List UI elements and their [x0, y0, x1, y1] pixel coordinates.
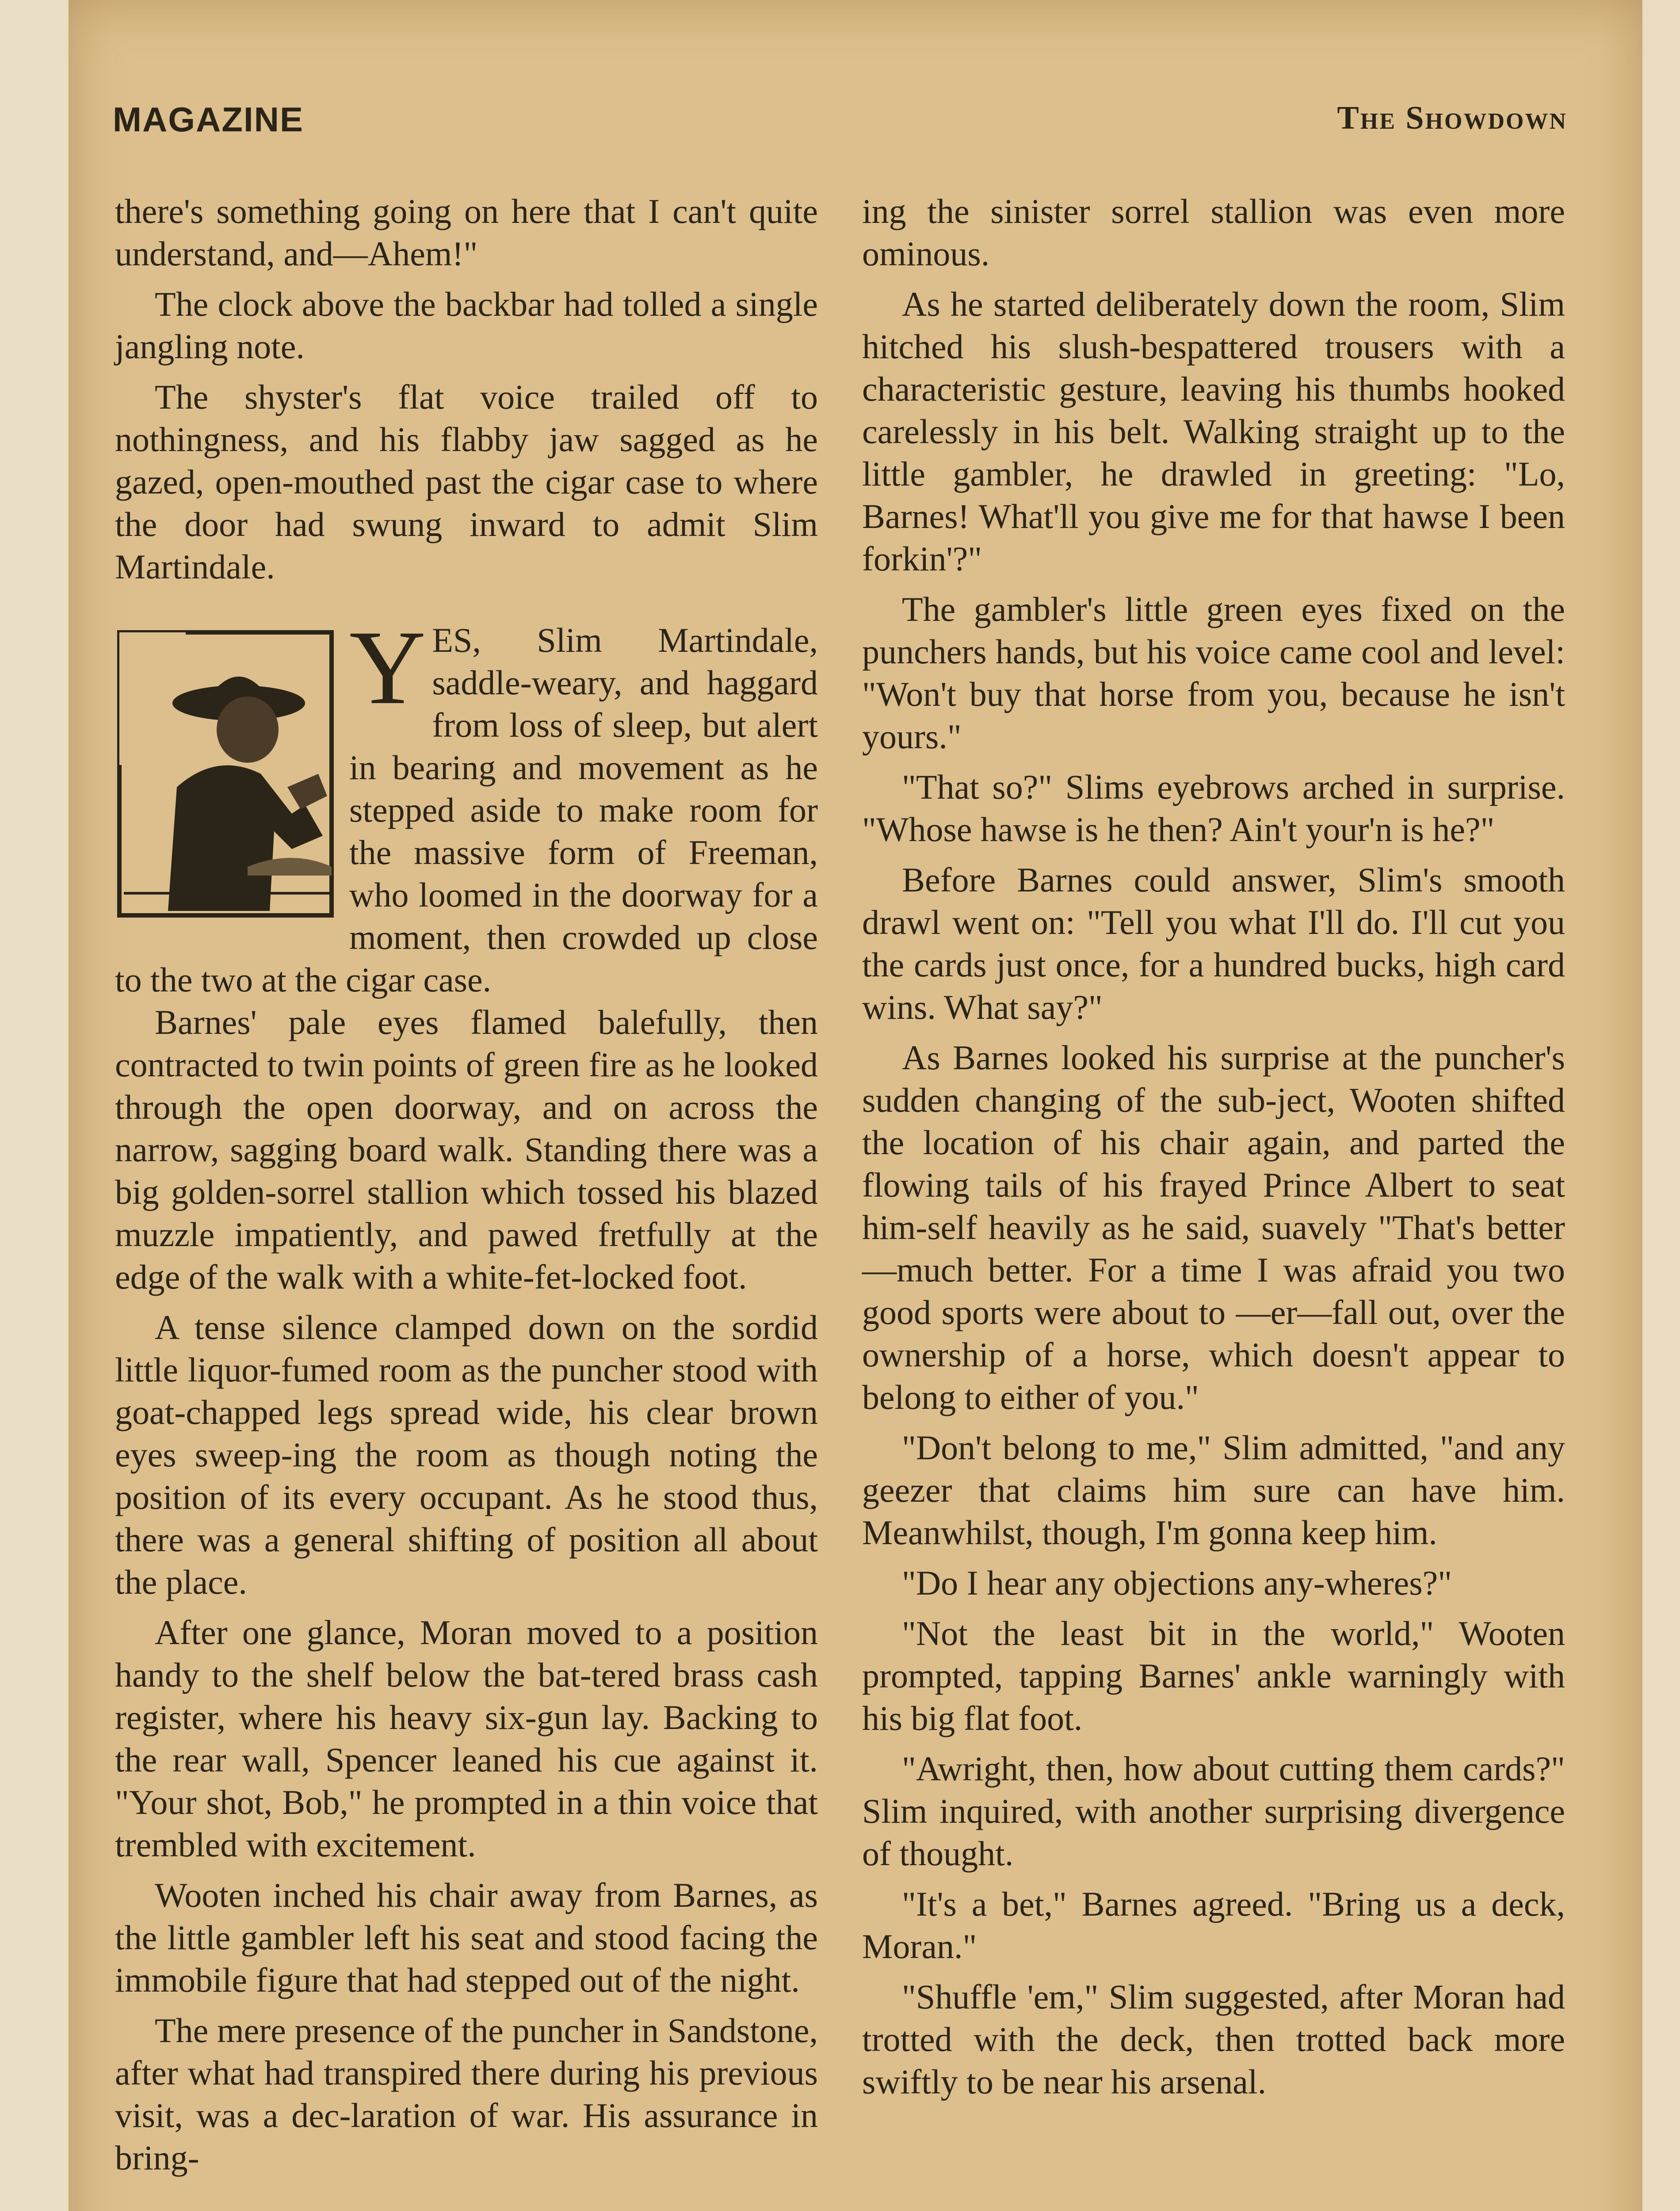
right-column [862, 190, 1565, 2111]
running-header [113, 95, 1567, 148]
paragraph: "That so?" Slims eyebrows arched in surprise. "Whose hawse is he then? Ain't your'n is he?" [862, 768, 1565, 849]
cowboy-illustration [115, 628, 336, 920]
story-title: The Showdown [1337, 100, 1567, 136]
paragraph: As he started deliberately down the room, Slim hitched his slush-bespattered trousers with a characteristic gesture, leaving his thumbs hooked carelessly in his belt. Walking straight up to the little gambler, he drawled in greeting: "Lo, Barnes! What'll you give me for that hawse I been forkin'?" [862, 285, 1565, 578]
paragraph: As Barnes looked his surprise at the puncher's sudden changing of the sub-ject, Wooten shifted the location of his chair again, and parted the flowing tails of his frayed Prince Albert to seat him-self heavily as he said, suavely "That's better—much better. For a time I was afraid you two good sports were about to —er—fall out, over the ownership of a horse, which doesn't appear to belong to either of you." [862, 1038, 1565, 1416]
paragraph: The mere presence of the puncher in Sandstone, after what had transpired there during his previous visit, was a dec-laration of war. His assurance in bring- [115, 2011, 818, 2177]
paragraph: Wooten inched his chair away from Barnes, as the little gambler left his seat and stood facing the immobile figure that had stepped out of the night. [115, 1876, 818, 1999]
left-column [115, 190, 818, 2187]
paragraph: ing the sinister sorrel stallion was even more ominous. [862, 192, 1565, 273]
illustrated-paragraph [115, 619, 818, 1001]
paragraph: "Don't belong to me," Slim admitted, "and any geezer that claims him sure can have him. Meanwhilst, though, I'm gonna keep him. [862, 1428, 1565, 1552]
paragraph: Before Barnes could answer, Slim's smooth drawl went on: "Tell you what I'll do. I'll cut you the cards just once, for a hundred bucks, high card wins. What say?" [862, 861, 1565, 1026]
paragraph: "Awright, then, how about cutting them cards?" Slim inquired, with another surprising divergence of thought. [862, 1749, 1565, 1873]
paragraph: Barnes' pale eyes flamed balefully, then contracted to twin points of green fire as he looked through the open doorway, and on across the narrow, sagging board walk. Standing there was a big golden-sorrel stallion which tossed his blazed muzzle impatiently, and pawed fretfully at the edge of the walk with a white-fet-locked foot. [115, 1003, 818, 1296]
left-margin-strip [0, 0, 66, 2211]
paragraph: "Not the least bit in the world," Wooten prompted, tapping Barnes' ankle warningly with his big flat foot. [862, 1614, 1565, 1737]
magazine-title: MAGAZINE [113, 100, 304, 139]
paragraph: The shyster's flat voice trailed off to nothingness, and his flabby jaw sagged as he gazed, open-mouthed past the cigar case to where the door had swung inward to admit Slim Martindale. [115, 378, 818, 586]
paragraph: "It's a bet," Barnes agreed. "Bring us a deck, Moran." [862, 1885, 1565, 1966]
paragraph: The clock above the backbar had tolled a single jangling note. [115, 285, 818, 366]
drop-cap-continuation: ES, [432, 621, 481, 659]
paragraph: Slim Martindale, saddle-weary, and haggard from loss of sleep, but alert in bearing and movement as he stepped aside to make room for the massive form of Freeman, who loomed in the doorway for a moment, then crowded up close to the two at the cigar case. [115, 621, 818, 999]
paragraph: After one glance, Moran moved to a position handy to the shelf below the bat-tered brass cash register, where his heavy six-gun lay. Backing to the rear wall, Spencer leaned his cue against it. "Your shot, Bob," he prompted in a thin voice that trembled with excitement. [115, 1613, 818, 1864]
paragraph: "Do I hear any objections any-wheres?" [902, 1564, 1452, 1602]
paragraph: there's something going on here that I can't quite understand, and—Ahem!" [115, 192, 818, 273]
paragraph: A tense silence clamped down on the sordid little liquor-fumed room as the puncher stood with goat-chapped legs spread wide, his clear brown eyes sweep-ing the room as though noting the position of its every occupant. As he stood thus, there was a general shifting of position all about the place. [115, 1308, 818, 1601]
paragraph: The gambler's little green eyes fixed on the punchers hands, but his voice came cool and level: "Won't buy that horse from you, because he isn't yours." [862, 590, 1565, 756]
drop-cap: Y [349, 619, 426, 726]
paragraph: "Shuffle 'em," Slim suggested, after Moran had trotted with the deck, then trotted back more swiftly to be near his arsenal. [862, 1978, 1565, 2101]
